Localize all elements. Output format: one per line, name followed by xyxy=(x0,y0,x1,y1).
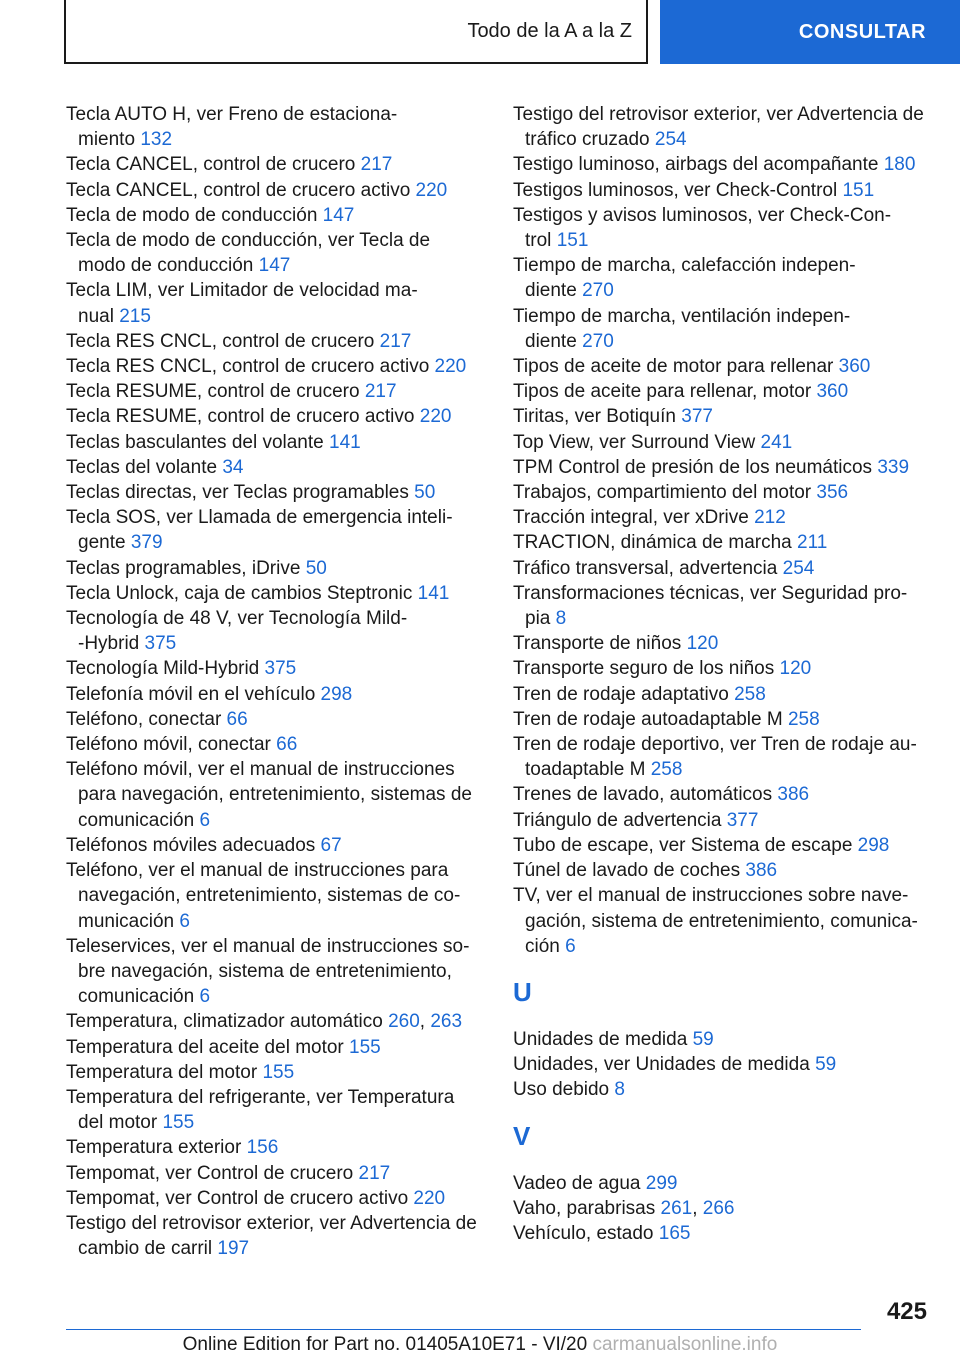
index-entry xyxy=(66,581,486,606)
index-entry xyxy=(66,1085,486,1135)
index-entry xyxy=(66,430,486,455)
entry-text: Testigos luminosos, ver Check-Control xyxy=(513,179,838,201)
index-entry xyxy=(513,883,933,959)
page-link[interactable]: 258 xyxy=(650,759,683,781)
entry-text: Teléfonos móviles adecuados xyxy=(66,834,316,856)
entry-text: Tiempo de marcha, ventilación indepen- xyxy=(513,305,851,327)
entry-continuation: del motor xyxy=(78,1112,158,1134)
index-entry xyxy=(513,858,933,883)
page-link[interactable]: 6 xyxy=(199,809,211,831)
index-entry xyxy=(513,455,933,480)
index-entry xyxy=(513,480,933,505)
index-entry xyxy=(66,858,486,934)
index-column-left xyxy=(66,102,486,1261)
entry-text: Transporte de niños xyxy=(513,633,682,655)
section-tab[interactable] xyxy=(64,0,648,64)
entry-text: TPM Control de presión de los neumáticos xyxy=(513,456,873,478)
index-entry xyxy=(66,606,486,656)
entry-continuation: diente xyxy=(525,330,577,352)
entry-text: Vehículo, estado xyxy=(513,1222,654,1244)
entry-text: Unidades de medida xyxy=(513,1028,688,1050)
entry-text: Transporte seguro de los niños xyxy=(513,658,775,680)
entry-continuation: pia xyxy=(525,608,551,630)
page-link[interactable]: 6 xyxy=(179,910,190,932)
page-link[interactable]: 356 xyxy=(816,482,849,504)
entry-text: Tracción integral, ver xDrive xyxy=(513,507,749,529)
index-entry xyxy=(513,304,933,354)
index-entry xyxy=(66,656,486,681)
entry-text: Tecla de modo de conducción xyxy=(66,204,318,226)
entry-text: Teléfono, ver el manual de instrucciones para xyxy=(66,860,449,882)
entry-text: Triángulo de advertencia xyxy=(513,809,722,831)
entry-text: Tráfico transversal, advertencia xyxy=(513,557,778,579)
index-entry xyxy=(66,1060,486,1085)
entry-text: Tecla de modo de conducción, ver Tecla de xyxy=(66,230,431,252)
index-entry xyxy=(513,808,933,833)
index-entry xyxy=(66,404,486,429)
index-entry xyxy=(513,556,933,581)
index-entry xyxy=(66,682,486,707)
index-entry xyxy=(66,152,486,177)
entry-text: Tecla Unlock, caja de cambios Steptronic xyxy=(66,582,413,604)
page-link[interactable]: 254 xyxy=(782,557,815,579)
entry-text: Vaho, parabrisas xyxy=(513,1197,656,1219)
page-link[interactable]: 270 xyxy=(582,280,614,302)
page-link[interactable]: 263 xyxy=(430,1011,463,1033)
entry-text: Tecla AUTO H, ver Freno de estaciona- xyxy=(66,104,398,125)
page-link[interactable]: 6 xyxy=(565,935,576,957)
page-link[interactable]: 261 xyxy=(660,1197,693,1219)
index-entry xyxy=(513,1052,933,1077)
page-link[interactable]: 67 xyxy=(320,834,342,856)
page-link[interactable]: 212 xyxy=(754,507,786,529)
index-entry xyxy=(513,1077,933,1102)
index-entry xyxy=(513,707,933,732)
entry-text: Teclas programables, iDrive xyxy=(66,557,301,579)
section-title: Todo de la A a la Z xyxy=(467,19,632,42)
index-entry xyxy=(513,656,933,681)
entry-text: Top View, ver Surround View xyxy=(513,431,756,453)
entry-continuation: comunicación xyxy=(78,986,195,1008)
entry-text: Túnel de lavado de coches xyxy=(513,860,741,882)
page-number: 425 xyxy=(886,1298,927,1325)
index-entry xyxy=(513,732,933,782)
index-entry xyxy=(66,354,486,379)
page-link[interactable]: 155 xyxy=(349,1036,381,1058)
entry-text: TV, ver el manual de instrucciones sobre nave- xyxy=(513,885,909,907)
entry-text: Tiempo de marcha, calefacción indepen- xyxy=(513,255,856,277)
page-link[interactable]: 151 xyxy=(842,179,875,201)
index-entry xyxy=(66,1211,486,1261)
entry-text: TRACTION, dinámica de marcha xyxy=(513,532,792,554)
page-link[interactable]: 220 xyxy=(415,179,448,201)
page-link[interactable]: 360 xyxy=(838,356,871,378)
page-link[interactable]: 215 xyxy=(119,305,151,327)
index-entry xyxy=(66,228,486,278)
page-link[interactable]: 151 xyxy=(556,230,589,252)
entry-text: Testigo del retrovisor exterior, ver Advertencia de xyxy=(66,1212,477,1234)
entry-continuation: comunicación xyxy=(78,809,195,831)
index-list-v xyxy=(513,1171,933,1247)
index-list-u xyxy=(513,1027,933,1103)
index-entry xyxy=(513,682,933,707)
entry-continuation: para navegación, entretenimiento, sistemas de xyxy=(78,784,472,806)
index-entry xyxy=(66,178,486,203)
entry-text: Tipos de aceite de motor para rellenar xyxy=(513,356,834,378)
page-link[interactable]: 241 xyxy=(760,431,793,453)
page-link[interactable]: 386 xyxy=(745,860,778,882)
entry-text: Tiritas, ver Botiquín xyxy=(513,406,676,428)
index-entry xyxy=(66,1135,486,1160)
letter-heading-u: U xyxy=(513,976,532,1007)
index-list-t-left xyxy=(66,102,486,1261)
index-entry xyxy=(66,934,486,1010)
entry-text: Trenes de lavado, automáticos xyxy=(513,784,773,806)
entry-continuation: gente xyxy=(78,532,126,554)
entry-continuation: gación, sistema de entretenimiento, comunica- xyxy=(525,910,918,932)
active-tab-label: CONSULTAR xyxy=(798,20,926,43)
page-link[interactable]: 141 xyxy=(417,582,450,604)
page-link[interactable]: 50 xyxy=(414,482,436,504)
page-link[interactable]: 34 xyxy=(222,456,244,478)
entry-text: Teclas directas, ver Teclas programables xyxy=(66,482,409,504)
entry-continuation: toadaptable M xyxy=(525,759,646,781)
page-link[interactable]: 165 xyxy=(658,1222,691,1244)
entry-continuation: ción xyxy=(525,935,560,957)
page-link[interactable]: 180 xyxy=(883,154,916,176)
page-link[interactable]: 141 xyxy=(329,431,361,453)
entry-continuation: -Hybrid xyxy=(78,633,140,655)
entry-continuation: bre navegación, sistema de entretenimiento, xyxy=(78,960,452,982)
index-entry xyxy=(66,455,486,480)
index-entry xyxy=(513,505,933,530)
entry-text: Vadeo de agua xyxy=(513,1172,641,1194)
entry-text: Testigo luminoso, airbags del acompañante xyxy=(513,154,879,176)
index-entry xyxy=(66,833,486,858)
page-link[interactable]: 211 xyxy=(797,532,828,554)
entry-continuation: nual xyxy=(78,305,114,327)
index-entry xyxy=(513,152,933,177)
page-link[interactable]: 360 xyxy=(816,381,849,403)
page-link[interactable]: 155 xyxy=(262,1061,295,1083)
footer-watermark: carmanualsonline.info xyxy=(592,1334,778,1355)
entry-continuation: municación xyxy=(78,910,175,932)
entry-text: Transformaciones técnicas, ver Seguridad pro- xyxy=(513,582,908,604)
page-link[interactable]: 155 xyxy=(162,1112,195,1134)
page-link[interactable]: 260 xyxy=(388,1011,420,1033)
index-entry xyxy=(513,203,933,253)
entry-continuation: miento xyxy=(78,129,136,151)
page-link[interactable]: 298 xyxy=(320,683,353,705)
entry-text: Testigo del retrovisor exterior, ver Advertencia de xyxy=(513,104,924,125)
index-entry xyxy=(513,102,933,152)
entry-text: Tren de rodaje deportivo, ver Tren de rodaje au- xyxy=(513,734,917,756)
letter-heading-v: V xyxy=(513,1120,531,1151)
index-entry xyxy=(66,480,486,505)
page-link[interactable]: 386 xyxy=(777,784,810,806)
index-entry xyxy=(66,556,486,581)
entry-text: Temperatura del aceite del motor xyxy=(66,1036,344,1058)
page-link[interactable]: 298 xyxy=(857,834,890,856)
entry-text: Teléfono móvil, conectar xyxy=(66,734,271,756)
entry-text: Teclas del volante xyxy=(66,456,218,478)
page-link[interactable]: 6 xyxy=(199,986,211,1008)
page-link[interactable]: 217 xyxy=(358,1162,391,1184)
entry-text: Tecla CANCEL, control de crucero xyxy=(66,154,356,176)
entry-text: Tecnología Mild-Hybrid xyxy=(66,658,260,680)
entry-text: Teleservices, ver el manual de instrucciones so- xyxy=(66,935,470,957)
page-link[interactable]: 375 xyxy=(144,633,177,655)
page-link[interactable]: 147 xyxy=(258,255,291,277)
page-link[interactable]: 266 xyxy=(702,1197,735,1219)
entry-text: Tecla RESUME, control de crucero activo xyxy=(66,406,415,428)
page-link[interactable]: 220 xyxy=(434,356,467,378)
index-entry xyxy=(513,581,933,631)
index-list-t-right xyxy=(513,102,933,959)
page-link[interactable]: 120 xyxy=(779,658,812,680)
page-link[interactable]: 197 xyxy=(217,1238,250,1260)
index-entry: Vaho, parabrisas 261, 266 xyxy=(513,1197,735,1219)
entry-text: Tecla CANCEL, control de crucero activo xyxy=(66,179,411,201)
index-entry: Temperatura, climatizador automático 260, 263 xyxy=(66,1011,463,1033)
index-entry xyxy=(66,757,486,833)
page-link[interactable]: 50 xyxy=(305,557,327,579)
page-link[interactable]: 59 xyxy=(815,1054,837,1076)
page-link[interactable]: 217 xyxy=(364,381,397,403)
index-entry xyxy=(66,707,486,732)
entry-text: Tempomat, ver Control de crucero activo xyxy=(66,1187,409,1209)
index-entry xyxy=(513,1027,933,1052)
page-link[interactable]: 8 xyxy=(555,608,567,630)
entry-continuation: cambio de carril xyxy=(78,1238,213,1260)
entry-text: Tecla RES CNCL, control de crucero xyxy=(66,330,375,352)
entry-text: Unidades, ver Unidades de medida xyxy=(513,1054,810,1076)
entry-continuation: modo de conducción xyxy=(78,255,254,277)
index-column-right xyxy=(513,102,933,1246)
entry-text: Teclas basculantes del volante xyxy=(66,431,324,453)
index-entry xyxy=(66,732,486,757)
entry-text: Testigos y avisos luminosos, ver Check-Con- xyxy=(513,204,892,226)
entry-text: Temperatura, climatizador automático xyxy=(66,1011,383,1033)
entry-continuation: tráfico cruzado xyxy=(525,129,650,151)
consultar-tab[interactable] xyxy=(660,0,960,64)
page-link[interactable]: 379 xyxy=(130,532,163,554)
entry-text: Uso debido xyxy=(513,1079,610,1101)
entry-text: Tempomat, ver Control de crucero xyxy=(66,1162,354,1184)
entry-text: Tren de rodaje autoadaptable M xyxy=(513,708,783,730)
entry-continuation: navegación, entretenimiento, sistemas de co- xyxy=(78,885,461,907)
page-link[interactable]: 59 xyxy=(692,1028,714,1050)
index-entry xyxy=(513,833,933,858)
page-link[interactable]: 377 xyxy=(726,809,759,831)
page-link[interactable]: 339 xyxy=(877,456,910,478)
page-link[interactable]: 217 xyxy=(379,330,412,352)
index-entry xyxy=(66,1186,486,1211)
index-entry xyxy=(513,253,933,303)
index-entry xyxy=(66,102,486,152)
footer-divider xyxy=(66,1329,861,1330)
index-entry xyxy=(66,379,486,404)
index-entry xyxy=(513,379,933,404)
entry-text: Tecnología de 48 V, ver Tecnología Mild- xyxy=(66,608,408,630)
index-entry xyxy=(66,1035,486,1060)
index-entry xyxy=(66,329,486,354)
page-link[interactable]: 377 xyxy=(681,406,713,428)
page-link[interactable]: 66 xyxy=(276,734,298,756)
entry-text: Telefonía móvil en el vehículo xyxy=(66,683,316,705)
page-link[interactable]: 217 xyxy=(360,154,393,176)
index-entry xyxy=(513,178,933,203)
index-entry xyxy=(513,354,933,379)
entry-continuation: diente xyxy=(525,280,577,302)
entry-text: Tren de rodaje adaptativo xyxy=(513,683,729,705)
index-entry xyxy=(513,782,933,807)
index-entry xyxy=(513,430,933,455)
page-link[interactable]: 120 xyxy=(686,633,719,655)
page-link[interactable]: 66 xyxy=(226,708,248,730)
entry-text: Tecla LIM, ver Limitador de velocidad ma- xyxy=(66,280,418,302)
page-link[interactable]: 132 xyxy=(140,129,173,151)
entry-text: Tubo de escape, ver Sistema de escape xyxy=(513,834,853,856)
footer xyxy=(0,1334,960,1356)
index-entry xyxy=(66,278,486,328)
index-entry xyxy=(513,1221,933,1246)
page-link[interactable]: 299 xyxy=(645,1172,678,1194)
page-link[interactable]: 147 xyxy=(322,204,355,226)
page-link[interactable]: 254 xyxy=(654,129,687,151)
entry-text: Temperatura del refrigerante, ver Temperatura xyxy=(66,1086,455,1108)
page-link[interactable]: 220 xyxy=(419,406,452,428)
footer-edition: Online Edition for Part no. 01405A10E71 - VI/20 xyxy=(182,1334,588,1355)
entry-continuation: trol xyxy=(525,230,552,252)
entry-text: Trabajos, compartimiento del motor xyxy=(513,482,812,504)
index-entry xyxy=(66,1161,486,1186)
page-link[interactable]: 258 xyxy=(787,708,820,730)
page-link[interactable]: 156 xyxy=(246,1137,279,1159)
entry-text: Tecla RES CNCL, control de crucero activo xyxy=(66,356,430,378)
index-entry xyxy=(66,505,486,555)
index-entry xyxy=(513,404,933,429)
index-entry xyxy=(66,203,486,228)
page-link[interactable]: 258 xyxy=(734,683,766,705)
index-entry xyxy=(513,530,933,555)
page-link[interactable]: 8 xyxy=(614,1079,625,1101)
index-entry xyxy=(513,1171,933,1196)
page-link[interactable]: 220 xyxy=(413,1187,446,1209)
entry-text: Tecla RESUME, control de crucero xyxy=(66,381,360,403)
entry-text: Temperatura del motor xyxy=(66,1061,258,1083)
entry-text: Teléfono móvil, ver el manual de instrucciones xyxy=(66,759,455,781)
entry-text: Tipos de aceite para rellenar, motor xyxy=(513,381,812,403)
entry-text: Temperatura exterior xyxy=(66,1137,242,1159)
page-link[interactable]: 375 xyxy=(264,658,297,680)
index-entry xyxy=(513,631,933,656)
entry-text: Teléfono, conectar xyxy=(66,708,222,730)
entry-text: Tecla SOS, ver Llamada de emergencia inteli- xyxy=(66,507,453,529)
page-link[interactable]: 270 xyxy=(582,330,614,352)
